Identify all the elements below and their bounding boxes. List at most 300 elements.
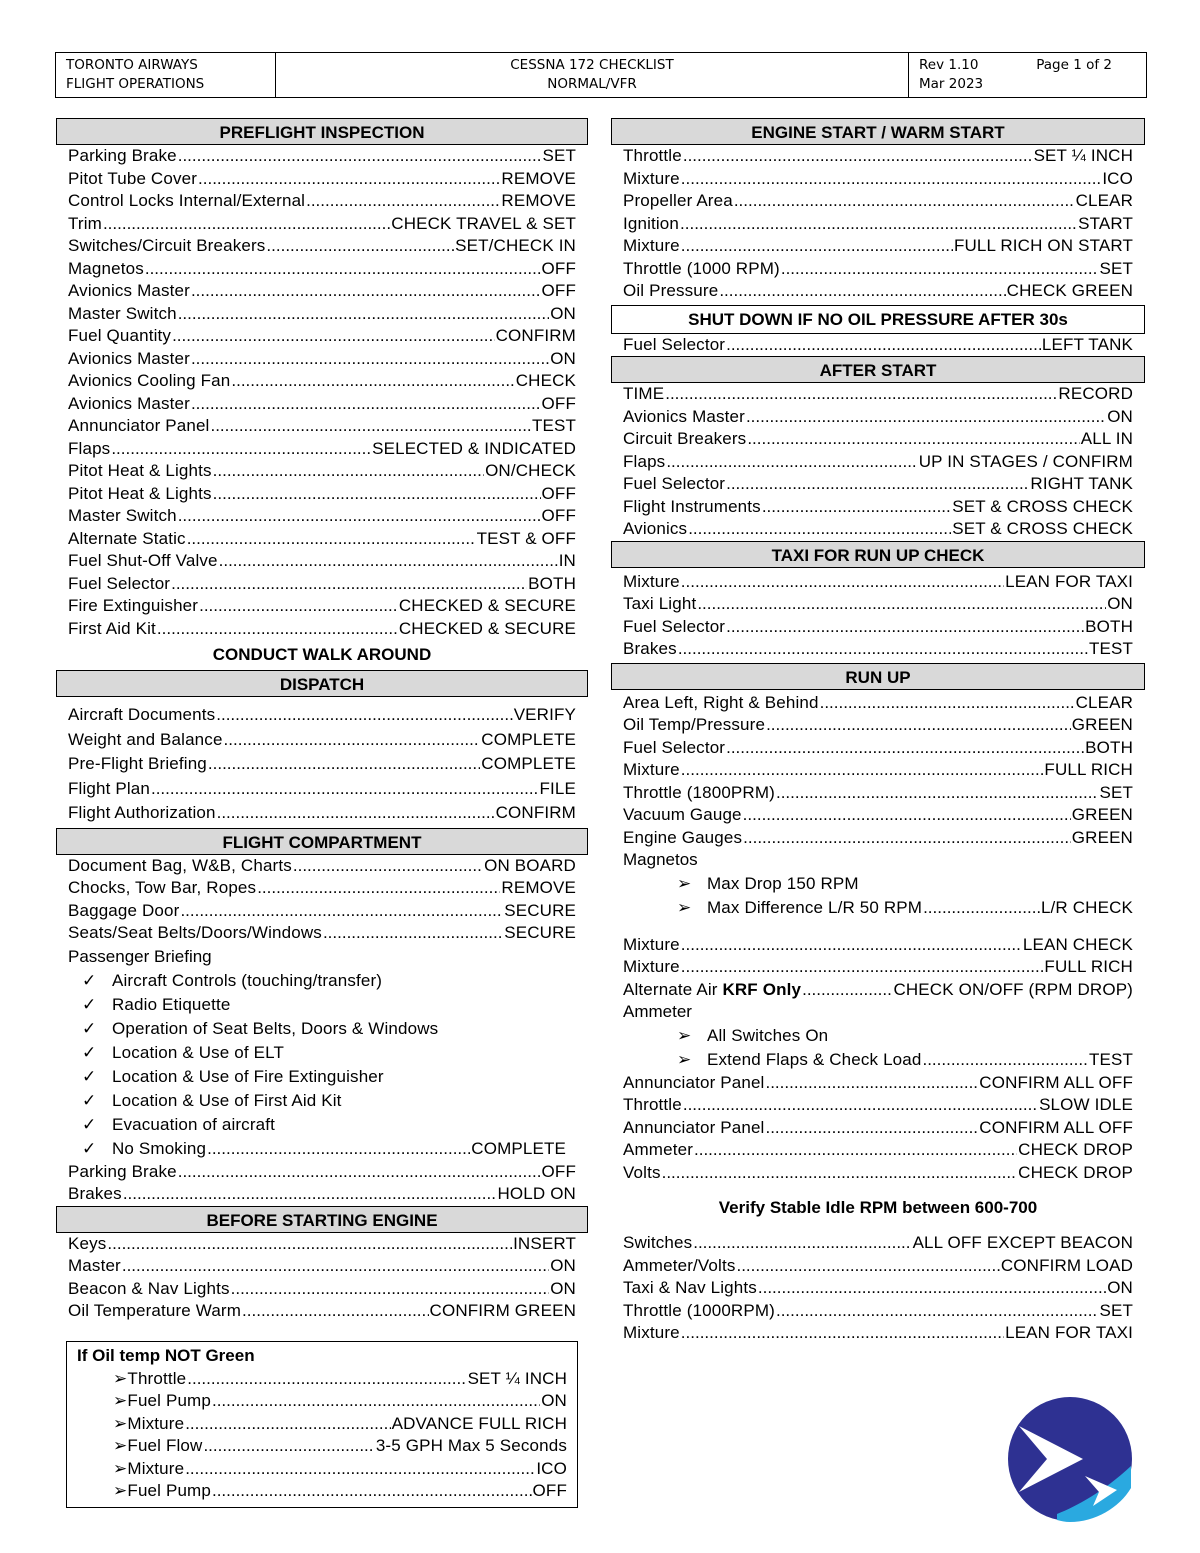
checklist-item-value: REMOVE <box>501 878 576 897</box>
checklist-item-value: RIGHT TANK <box>1030 474 1133 493</box>
leader-dots <box>765 1072 978 1095</box>
checklist-item-value: CHECK DROP <box>1018 1162 1133 1182</box>
checklist-item-value: GREEN <box>1071 827 1133 847</box>
checklist-item <box>56 1300 588 1323</box>
checklist-item <box>611 1255 1145 1278</box>
revision: Rev 1.10 <box>919 57 979 73</box>
briefing-item <box>56 1041 588 1065</box>
checklist-item <box>56 595 588 618</box>
checklist-item-label: Mixture <box>623 571 680 591</box>
checklist-item-value: ADVANCE FULL RICH <box>391 1413 567 1433</box>
checklist-item-label: Avionics <box>623 519 688 538</box>
checklist-item-label: Weight and Balance <box>68 729 223 749</box>
checklist-item-label: Fuel Pump <box>127 1481 211 1500</box>
leader-dots <box>213 460 484 483</box>
checklist-item-label: Fuel Selector <box>623 334 726 354</box>
checklist-item <box>611 1117 1145 1140</box>
leader-dots <box>198 168 500 191</box>
checklist-item <box>56 855 588 878</box>
dispatch-list <box>56 703 588 826</box>
checklist-item <box>611 1300 1145 1323</box>
briefing-item <box>56 969 588 993</box>
checklist-item <box>56 438 588 461</box>
checklist-item-value: GREEN <box>1071 715 1133 734</box>
checklist-item-value: SET & CROSS CHECK <box>952 519 1133 538</box>
checklist-item-label: Avionics Master <box>68 393 190 413</box>
checklist-item-value: COMPLETE <box>471 1138 566 1158</box>
leader-dots <box>187 1368 466 1391</box>
checklist-item <box>56 258 588 281</box>
leader-dots <box>178 145 542 168</box>
checklist-item-value: COMPLETE <box>481 729 576 749</box>
checklist-item-label: Max Drop 150 RPM <box>707 873 859 893</box>
checklist-item <box>56 370 588 393</box>
toronto-airways-logo <box>1007 1396 1133 1522</box>
checklist-item <box>56 703 588 728</box>
checklist-item-label: Chocks, Tow Bar, Ropes <box>68 878 257 897</box>
checklist-item-value: SECURE <box>504 900 576 920</box>
briefing-list <box>56 969 588 1137</box>
checklist-item-label: Trim <box>68 213 102 233</box>
checklist-item-label: Fuel Flow <box>127 1436 203 1455</box>
checklist-item-label: Vacuum Gauge <box>623 805 742 824</box>
rev-cell <box>909 53 1146 97</box>
checklist-item-label: Mixture <box>623 934 680 954</box>
checklist-item-value: SET & CROSS CHECK <box>952 496 1133 516</box>
leader-dots <box>680 213 1077 236</box>
checklist-item-label: Pitot Heat & Lights <box>68 483 212 503</box>
right-column <box>611 118 1145 1345</box>
leader-dots <box>171 573 527 596</box>
leader-dots <box>743 827 1071 850</box>
checklist-item-label: Seats/Seat Belts/Doors/Windows <box>68 923 322 942</box>
oil-temp-list <box>67 1368 577 1503</box>
leader-dots <box>191 393 541 416</box>
checklist-item-value: FILE <box>539 778 576 798</box>
arrow-bullet-icon: ➢ <box>113 1481 128 1500</box>
checklist-item <box>611 956 1145 979</box>
checklist-item-value: OFF <box>541 1161 576 1181</box>
checklist-item <box>611 638 1145 661</box>
leader-dots <box>681 235 953 258</box>
checklist-item-value: 3-5 GPH Max 5 Seconds <box>375 1436 567 1455</box>
checklist-item <box>56 1255 588 1278</box>
checklist-item-label: Taxi & Nav Lights <box>623 1278 757 1297</box>
leader-dots <box>762 496 951 519</box>
checklist-item-label: Flaps <box>623 451 666 471</box>
checklist-item <box>56 190 588 213</box>
checklist-item <box>56 168 588 191</box>
checklist-item <box>611 258 1145 281</box>
checklist-item-label: Mixture <box>623 760 680 779</box>
alternate-air-item <box>611 979 1145 1002</box>
section-title-after-start: AFTER START <box>611 356 1145 383</box>
leader-dots <box>306 190 500 213</box>
checklist-item-label: Parking Brake <box>68 146 177 165</box>
ammeter-label: Ammeter <box>623 1002 692 1021</box>
leader-dots <box>103 213 390 236</box>
checklist-item-label: Pre-Flight Briefing <box>68 754 207 773</box>
checklist-item-value: SLOW IDLE <box>1039 1095 1133 1114</box>
checklist-item-value: OFF <box>541 281 576 300</box>
checklist-item <box>67 1390 577 1413</box>
checklist-item-label: Master Switch <box>68 303 177 323</box>
checklist-item <box>611 1232 1145 1255</box>
leader-dots <box>185 1413 390 1436</box>
checklist-item-label: TIME <box>623 384 665 403</box>
checklist-item-label: Ammeter <box>623 1140 694 1159</box>
checklist-item-value: CHECK <box>515 371 576 390</box>
checklist-item-label: No Smoking <box>112 1138 207 1158</box>
checklist-item-label: Flight Instruments <box>623 496 761 516</box>
checklist-item-value: LEAN CHECK <box>1022 934 1133 954</box>
checklist-item <box>611 1277 1145 1300</box>
leader-dots <box>678 638 1088 661</box>
checklist-item <box>67 1435 577 1458</box>
leader-dots <box>178 303 549 326</box>
section-title-dispatch: DISPATCH <box>56 670 588 697</box>
checklist-item <box>611 1139 1145 1162</box>
checklist-item-value: UP IN STAGES / CONFIRM <box>918 451 1133 471</box>
leader-dots <box>683 145 1033 168</box>
check-mark-icon: ✓ <box>82 1066 97 1086</box>
checklist-item <box>56 1183 588 1206</box>
checklist-item <box>611 934 1145 957</box>
briefing-item <box>56 993 588 1017</box>
checklist-item-label: Throttle (1000RPM) <box>623 1300 775 1320</box>
leader-dots <box>178 1161 541 1184</box>
checklist-item-label: Master Switch <box>68 506 177 525</box>
briefing-item-no-smoking <box>56 1137 588 1161</box>
engine-start-list <box>611 145 1145 303</box>
leader-dots <box>726 737 1084 760</box>
leader-dots <box>758 1277 1106 1300</box>
section-title-taxi: TAXI FOR RUN UP CHECK <box>611 541 1145 568</box>
leader-dots <box>820 692 1075 715</box>
checklist-item-label: Pitot Tube Cover <box>68 168 198 188</box>
arrow-bullet-icon: ➢ <box>677 897 692 917</box>
checklist-item <box>56 460 588 483</box>
checklist-item-label: Area Left, Right & Behind <box>623 692 819 712</box>
checklist-item <box>611 451 1145 474</box>
preflight-list <box>56 145 588 640</box>
checklist-item-label: Annunciator Panel <box>68 416 210 435</box>
checklist-item <box>611 518 1145 541</box>
checklist-item <box>611 714 1145 737</box>
checklist-item-value: FULL RICH <box>1044 957 1133 976</box>
checklist-item-label: Engine Gauges <box>623 827 743 847</box>
checklist-item-label: First Aid Kit <box>68 618 156 638</box>
checklist-item <box>67 1480 577 1503</box>
checklist-item-value: ON/CHECK <box>485 461 576 480</box>
checklist-item-label: Baggage Door <box>68 900 180 920</box>
checklist-item <box>56 752 588 777</box>
compartment-after-list <box>56 1161 588 1206</box>
ammeter-switches-item <box>611 1024 1145 1048</box>
leader-dots <box>719 280 1005 303</box>
checklist-item-label: Taxi Light <box>623 594 697 613</box>
check-mark-icon: ✓ <box>82 1090 97 1110</box>
leader-dots <box>765 1117 978 1140</box>
leader-dots <box>157 618 398 641</box>
checklist-item <box>611 190 1145 213</box>
checklist-item-value: SET <box>1099 782 1133 802</box>
leader-dots <box>683 1094 1038 1117</box>
checklist-item-label: Fuel Selector <box>623 474 726 493</box>
checklist-item <box>56 325 588 348</box>
mag-diff-item <box>611 896 1145 920</box>
checklist-item-value: SET <box>542 146 576 165</box>
checklist-item <box>56 573 588 596</box>
arrow-bullet-icon: ➢ <box>113 1436 128 1455</box>
org-name: TORONTO AIRWAYS <box>66 57 198 73</box>
leader-dots <box>199 595 398 618</box>
checklist-item-label: Evacuation of aircraft <box>112 1114 275 1134</box>
checklist-item-value: ON <box>1107 1278 1133 1297</box>
checklist-item <box>611 280 1145 303</box>
checklist-item <box>56 303 588 326</box>
checklist-item <box>611 571 1145 594</box>
checklist-item <box>56 213 588 236</box>
doc-title: CESSNA 172 CHECKLIST <box>510 57 674 73</box>
leader-dots <box>185 1458 535 1481</box>
leader-dots <box>776 1300 1099 1323</box>
checklist-item-label: Beacon & Nav Lights <box>68 1278 230 1298</box>
checklist-item <box>56 728 588 753</box>
arrow-bullet-icon: ➢ <box>677 1049 692 1069</box>
checklist-item-label: Alternate Static <box>68 528 186 548</box>
leader-dots <box>693 1232 911 1255</box>
checklist-item-label: Aircraft Controls (touching/transfer) <box>112 970 383 990</box>
runup-list-1 <box>611 692 1145 850</box>
briefing-item <box>56 1017 588 1041</box>
checklist-item-label: Location & Use of First Aid Kit <box>112 1090 342 1110</box>
check-mark-icon: ✓ <box>82 994 97 1014</box>
checklist-item-label: Oil Temperature Warm <box>68 1301 242 1320</box>
compartment-list <box>56 855 588 945</box>
checklist-item-value: CHECK TRAVEL & SET <box>391 213 576 233</box>
leader-dots <box>219 550 558 573</box>
page-number: Page 1 of 2 <box>1036 57 1112 73</box>
checklist-item-value: CONFIRM ALL OFF <box>979 1117 1133 1137</box>
checklist-item-value: FULL RICH ON START <box>953 236 1133 255</box>
checklist-item-value: ON <box>541 1391 567 1410</box>
leader-dots <box>212 1390 540 1413</box>
check-mark-icon: ✓ <box>82 970 97 990</box>
checklist-item-value: ON <box>550 303 576 323</box>
checklist-item-label: Avionics Master <box>68 348 190 368</box>
checklist-item <box>611 737 1145 760</box>
checklist-item-label: Ammeter/Volts <box>623 1255 736 1275</box>
checklist-item-label: Extend Flaps & Check Load <box>707 1049 922 1069</box>
checklist-item-value: OFF <box>541 483 576 503</box>
checklist-item-label: Fuel Selector <box>623 616 726 636</box>
org-cell <box>56 53 276 97</box>
checklist-item-label: Avionics Master <box>623 406 745 426</box>
checklist-item <box>611 235 1145 258</box>
checklist-item-value: SET ¼ INCH <box>1033 146 1133 165</box>
check-mark-icon: ✓ <box>82 1138 97 1158</box>
checklist-item-label: Control Locks Internal/External <box>68 191 306 210</box>
leader-dots <box>231 1278 550 1301</box>
checklist-item-label: Fuel Shut-Off Valve <box>68 551 218 570</box>
checklist-item-label: Annunciator Panel <box>623 1072 765 1092</box>
checklist-item <box>611 1162 1145 1185</box>
checklist-item-value: CHECK GREEN <box>1006 281 1133 300</box>
leader-dots <box>776 782 1099 805</box>
checklist-item-value: ALL OFF EXCEPT BEACON <box>912 1233 1133 1252</box>
leader-dots <box>323 922 503 945</box>
checklist-item-value: HOLD ON <box>497 1184 576 1203</box>
checklist-item-label: Fuel Pump <box>127 1391 211 1410</box>
checklist-item-label: Oil Temp/Pressure <box>623 715 766 734</box>
arrow-bullet-icon: ➢ <box>113 1391 128 1410</box>
checklist-item-label: Throttle <box>623 1095 682 1114</box>
runup-list-3 <box>611 1072 1145 1185</box>
checklist-item <box>611 782 1145 805</box>
checklist-item-value: SELECTED & INDICATED <box>372 438 576 458</box>
checklist-item <box>611 334 1145 357</box>
checklist-item-label: Propeller Area <box>623 191 733 210</box>
leader-dots <box>123 1183 497 1206</box>
leader-dots <box>662 1162 1018 1185</box>
checklist-item-value: LEAN FOR TAXI <box>1005 571 1133 591</box>
runup-list-4 <box>611 1232 1145 1345</box>
leader-dots <box>203 1435 374 1458</box>
before-start-list <box>56 1233 588 1323</box>
checklist-item <box>67 1413 577 1436</box>
briefing-item <box>56 1089 588 1113</box>
checklist-item <box>56 801 588 826</box>
checklist-item-value: OFF <box>541 506 576 525</box>
checklist-item-value: OFF <box>541 393 576 413</box>
checklist-item-label: Fuel Selector <box>623 737 726 757</box>
checklist-item <box>56 415 588 438</box>
leader-dots <box>178 505 541 528</box>
checklist-item-label: Max Difference L/R 50 RPM <box>707 897 923 917</box>
leader-dots <box>747 428 1079 451</box>
checklist-item-label: Alternate Air <box>623 979 723 999</box>
leader-dots <box>923 896 1040 920</box>
checklist-item-label: Throttle <box>127 1368 187 1388</box>
checklist-item-value: CONFIRM <box>495 803 576 822</box>
checklist-item-value: ON BOARD <box>484 855 576 875</box>
leader-dots <box>216 703 512 728</box>
leader-dots <box>111 438 371 461</box>
checklist-item <box>611 593 1145 616</box>
magnetos-label: Magnetos <box>623 850 698 869</box>
checklist-item-value: ON <box>550 1256 576 1275</box>
checklist-item-value: OFF <box>541 258 576 278</box>
leader-dots <box>681 956 1044 979</box>
leader-dots <box>266 235 454 258</box>
check-mark-icon: ✓ <box>82 1042 97 1062</box>
leader-dots <box>145 258 541 281</box>
checklist-item-value: CLEAR <box>1075 692 1133 712</box>
checklist-item-label: Mixture <box>127 1458 185 1478</box>
leader-dots <box>688 518 951 541</box>
leader-dots <box>681 934 1022 957</box>
checklist-item <box>611 616 1145 639</box>
checklist-item-label: Brakes <box>68 1184 122 1203</box>
checklist-item <box>611 759 1145 782</box>
verify-idle-note: Verify Stable Idle RPM between 600-700 <box>718 1198 1038 1217</box>
checklist-item <box>56 777 588 802</box>
checklist-item <box>67 1368 577 1391</box>
leader-dots <box>213 483 541 506</box>
checklist-item-value: ON <box>1107 406 1133 426</box>
checklist-item-value: ALL IN <box>1080 429 1133 448</box>
checklist-item-value: CHECK ON/OFF (RPM DROP) <box>893 979 1133 999</box>
checklist-item-label: Radio Etiquette <box>112 994 231 1014</box>
arrow-bullet-icon: ➢ <box>113 1458 128 1478</box>
leader-dots <box>212 1480 532 1503</box>
leader-dots <box>207 1137 470 1161</box>
leader-dots <box>726 616 1084 639</box>
checklist-item-value: FULL RICH <box>1044 760 1133 779</box>
checklist-item <box>56 235 588 258</box>
checklist-item-label: Magnetos <box>68 258 144 278</box>
section-title-run-up: RUN UP <box>611 663 1145 690</box>
checklist-item-value: LEAN FOR TAXI <box>1005 1323 1133 1342</box>
checklist-item-value: SET/CHECK IN <box>455 236 576 255</box>
document-header <box>55 52 1147 98</box>
section-title-preflight: PREFLIGHT INSPECTION <box>56 118 588 145</box>
checklist-item-value: REMOVE <box>501 191 576 210</box>
checklist-item-value: TEST <box>531 416 576 435</box>
checklist-item <box>56 877 588 900</box>
leader-dots <box>734 190 1075 213</box>
checklist-item-value: BOTH <box>1085 737 1133 757</box>
leader-dots <box>766 714 1071 737</box>
checklist-item <box>611 1322 1145 1345</box>
checklist-item-label: Mixture <box>623 1323 680 1342</box>
checklist-item <box>56 348 588 371</box>
checklist-item-value: REMOVE <box>501 168 576 188</box>
checklist-item-value: START <box>1078 213 1133 233</box>
leader-dots <box>736 1255 999 1278</box>
leader-dots <box>187 528 476 551</box>
checklist-item <box>56 145 588 168</box>
arrow-bullet-icon: ➢ <box>677 873 692 893</box>
oil-temp-box-title: If Oil temp NOT Green <box>77 1345 255 1365</box>
checklist-item-label: All Switches On <box>707 1025 829 1045</box>
checklist-item <box>56 550 588 573</box>
checklist-item-value: CHECK DROP <box>1018 1140 1133 1159</box>
leader-dots <box>191 280 541 303</box>
leader-dots <box>107 1233 512 1256</box>
title-cell <box>276 53 909 97</box>
checklist-item <box>56 528 588 551</box>
checklist-item-label: Ignition <box>623 213 680 233</box>
checklist-item-label: Document Bag, W&B, Charts <box>68 855 292 875</box>
checklist-item-value: TEST <box>1088 639 1133 658</box>
checklist-item <box>611 1072 1145 1095</box>
checklist-item-label: Operation of Seat Belts, Doors & Windows <box>112 1018 439 1038</box>
checklist-item-value: IN <box>558 551 576 570</box>
checklist-item-value: TEST & OFF <box>476 528 576 548</box>
checklist-item <box>56 393 588 416</box>
leader-dots <box>242 1300 429 1323</box>
checklist-item <box>67 1458 577 1481</box>
checklist-item <box>611 145 1145 168</box>
leader-dots <box>293 855 483 878</box>
leader-dots <box>217 801 495 826</box>
checklist-item-value: L/R CHECK <box>1040 897 1133 917</box>
checklist-item-value: VERIFY <box>513 705 576 724</box>
checklist-item-label: Oil Pressure <box>623 281 719 300</box>
checklist-item-value: ICO <box>1102 168 1133 188</box>
